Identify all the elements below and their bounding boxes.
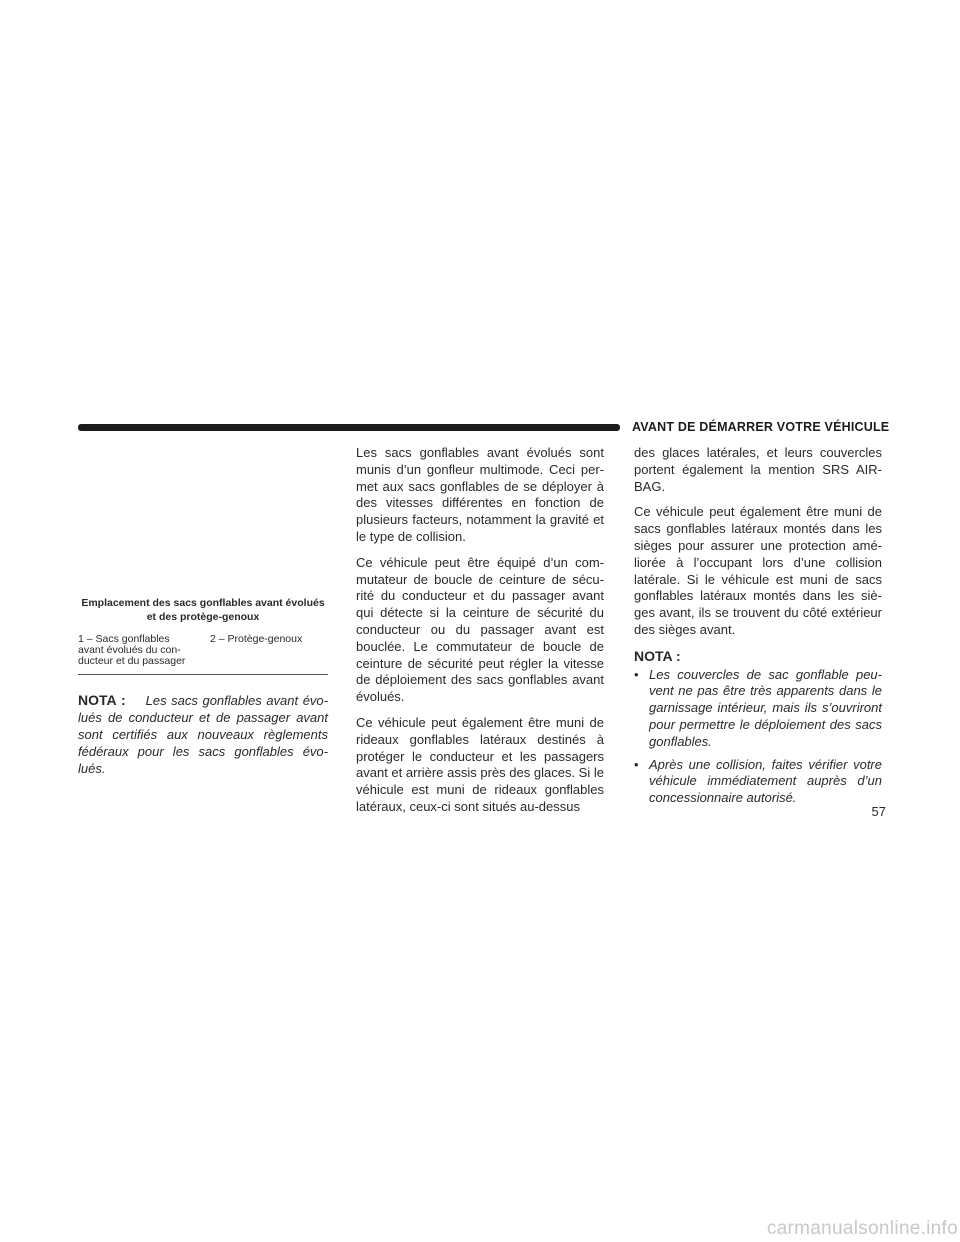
- left-column: [78, 596, 328, 777]
- bullet-dot-icon: •: [634, 756, 639, 772]
- note-bullet-1-text: Les couvercles de sac gonflable peu-vent ne pas être très apparents dans le garnissage intérieur, mais ils s’ouvriront pour permettre le déploiement des sacs gonflables.: [649, 666, 882, 749]
- right-column: [634, 445, 882, 813]
- note-left: [78, 692, 328, 777]
- note-bullet-1: [634, 667, 882, 751]
- right-paragraph-2: Ce véhicule peut également être muni de sacs gonflables latéraux montés dans les sièges pour assurer une protection amé-liorée à l’occupant lors d’une collision latérale. Si le véhicule est muni de sacs gonflables latéraux montés dans les siè-ges avant, ils se trouvent du côté extérieur des sièges avant.: [634, 504, 882, 637]
- bullet-dot-icon: •: [634, 666, 639, 682]
- section-header-bar: [78, 424, 620, 431]
- middle-paragraph-1: Les sacs gonflables avant évolués sont munis d’un gonfleur multimode. Ceci per-met aux sacs gonflables de se déployer à des vitesses différentes en fonction de plusieurs facteurs, notamment la gravité et le type de collision.: [356, 445, 604, 544]
- legend-item-2: 2 – Protège-genoux: [210, 633, 303, 645]
- note-left-text: Les sacs gonflables avant évo-lués de conducteur et de passager avant sont certifiés aux nouveaux règlements fédéraux pour les sacs gonflables évo-lués.: [78, 693, 328, 776]
- figure-caption-title: Emplacement des sacs gonflables avant évolués et des protège-genoux: [81, 597, 325, 623]
- page-number: 57: [871, 804, 886, 819]
- legend-item-1: 1 – Sacs gonflables avant évolués du con-ducteur et du passager: [78, 633, 186, 667]
- section-title: AVANT DE DÉMARRER VOTRE VÉHICULE: [632, 420, 890, 434]
- note-left-label: NOTA :: [78, 692, 126, 708]
- figure-legend: [78, 634, 328, 667]
- watermark: carmanualsonline.info: [766, 1218, 958, 1239]
- middle-column: [356, 445, 604, 825]
- middle-paragraph-3: Ce véhicule peut également être muni de rideaux gonflables latéraux destinés à protéger le conducteur et les passagers avant et arrière assis près des glaces. Si le véhicule est muni de rideaux gonflables latéraux, ceux-ci sont situés au-dessus: [356, 714, 604, 814]
- figure-divider: [78, 674, 328, 675]
- note-right-bullets: [634, 667, 882, 807]
- right-paragraph-1: des glaces latérales, et leurs couvercles portent également la mention SRS AIR-BAG.: [634, 445, 882, 494]
- middle-paragraph-2: Ce véhicule peut être équipé d’un com-mutateur de boucle de ceinture de sécu-rité du conducteur et du passager avant qui détecte si la ceinture de sécurité du conducteur ou du passager avant est bouclée. Le commutateur de boucle de ceinture de sécurité peut régler la vitesse de déploiement des sacs gonflables avant évolués.: [356, 554, 604, 705]
- note-bullet-2: [634, 757, 882, 807]
- note-right-title: NOTA :: [634, 647, 681, 664]
- note-bullet-2-text: Après une collision, faites vérifier votre véhicule immédiatement auprès d’un concessionnaire autorisé.: [649, 756, 882, 806]
